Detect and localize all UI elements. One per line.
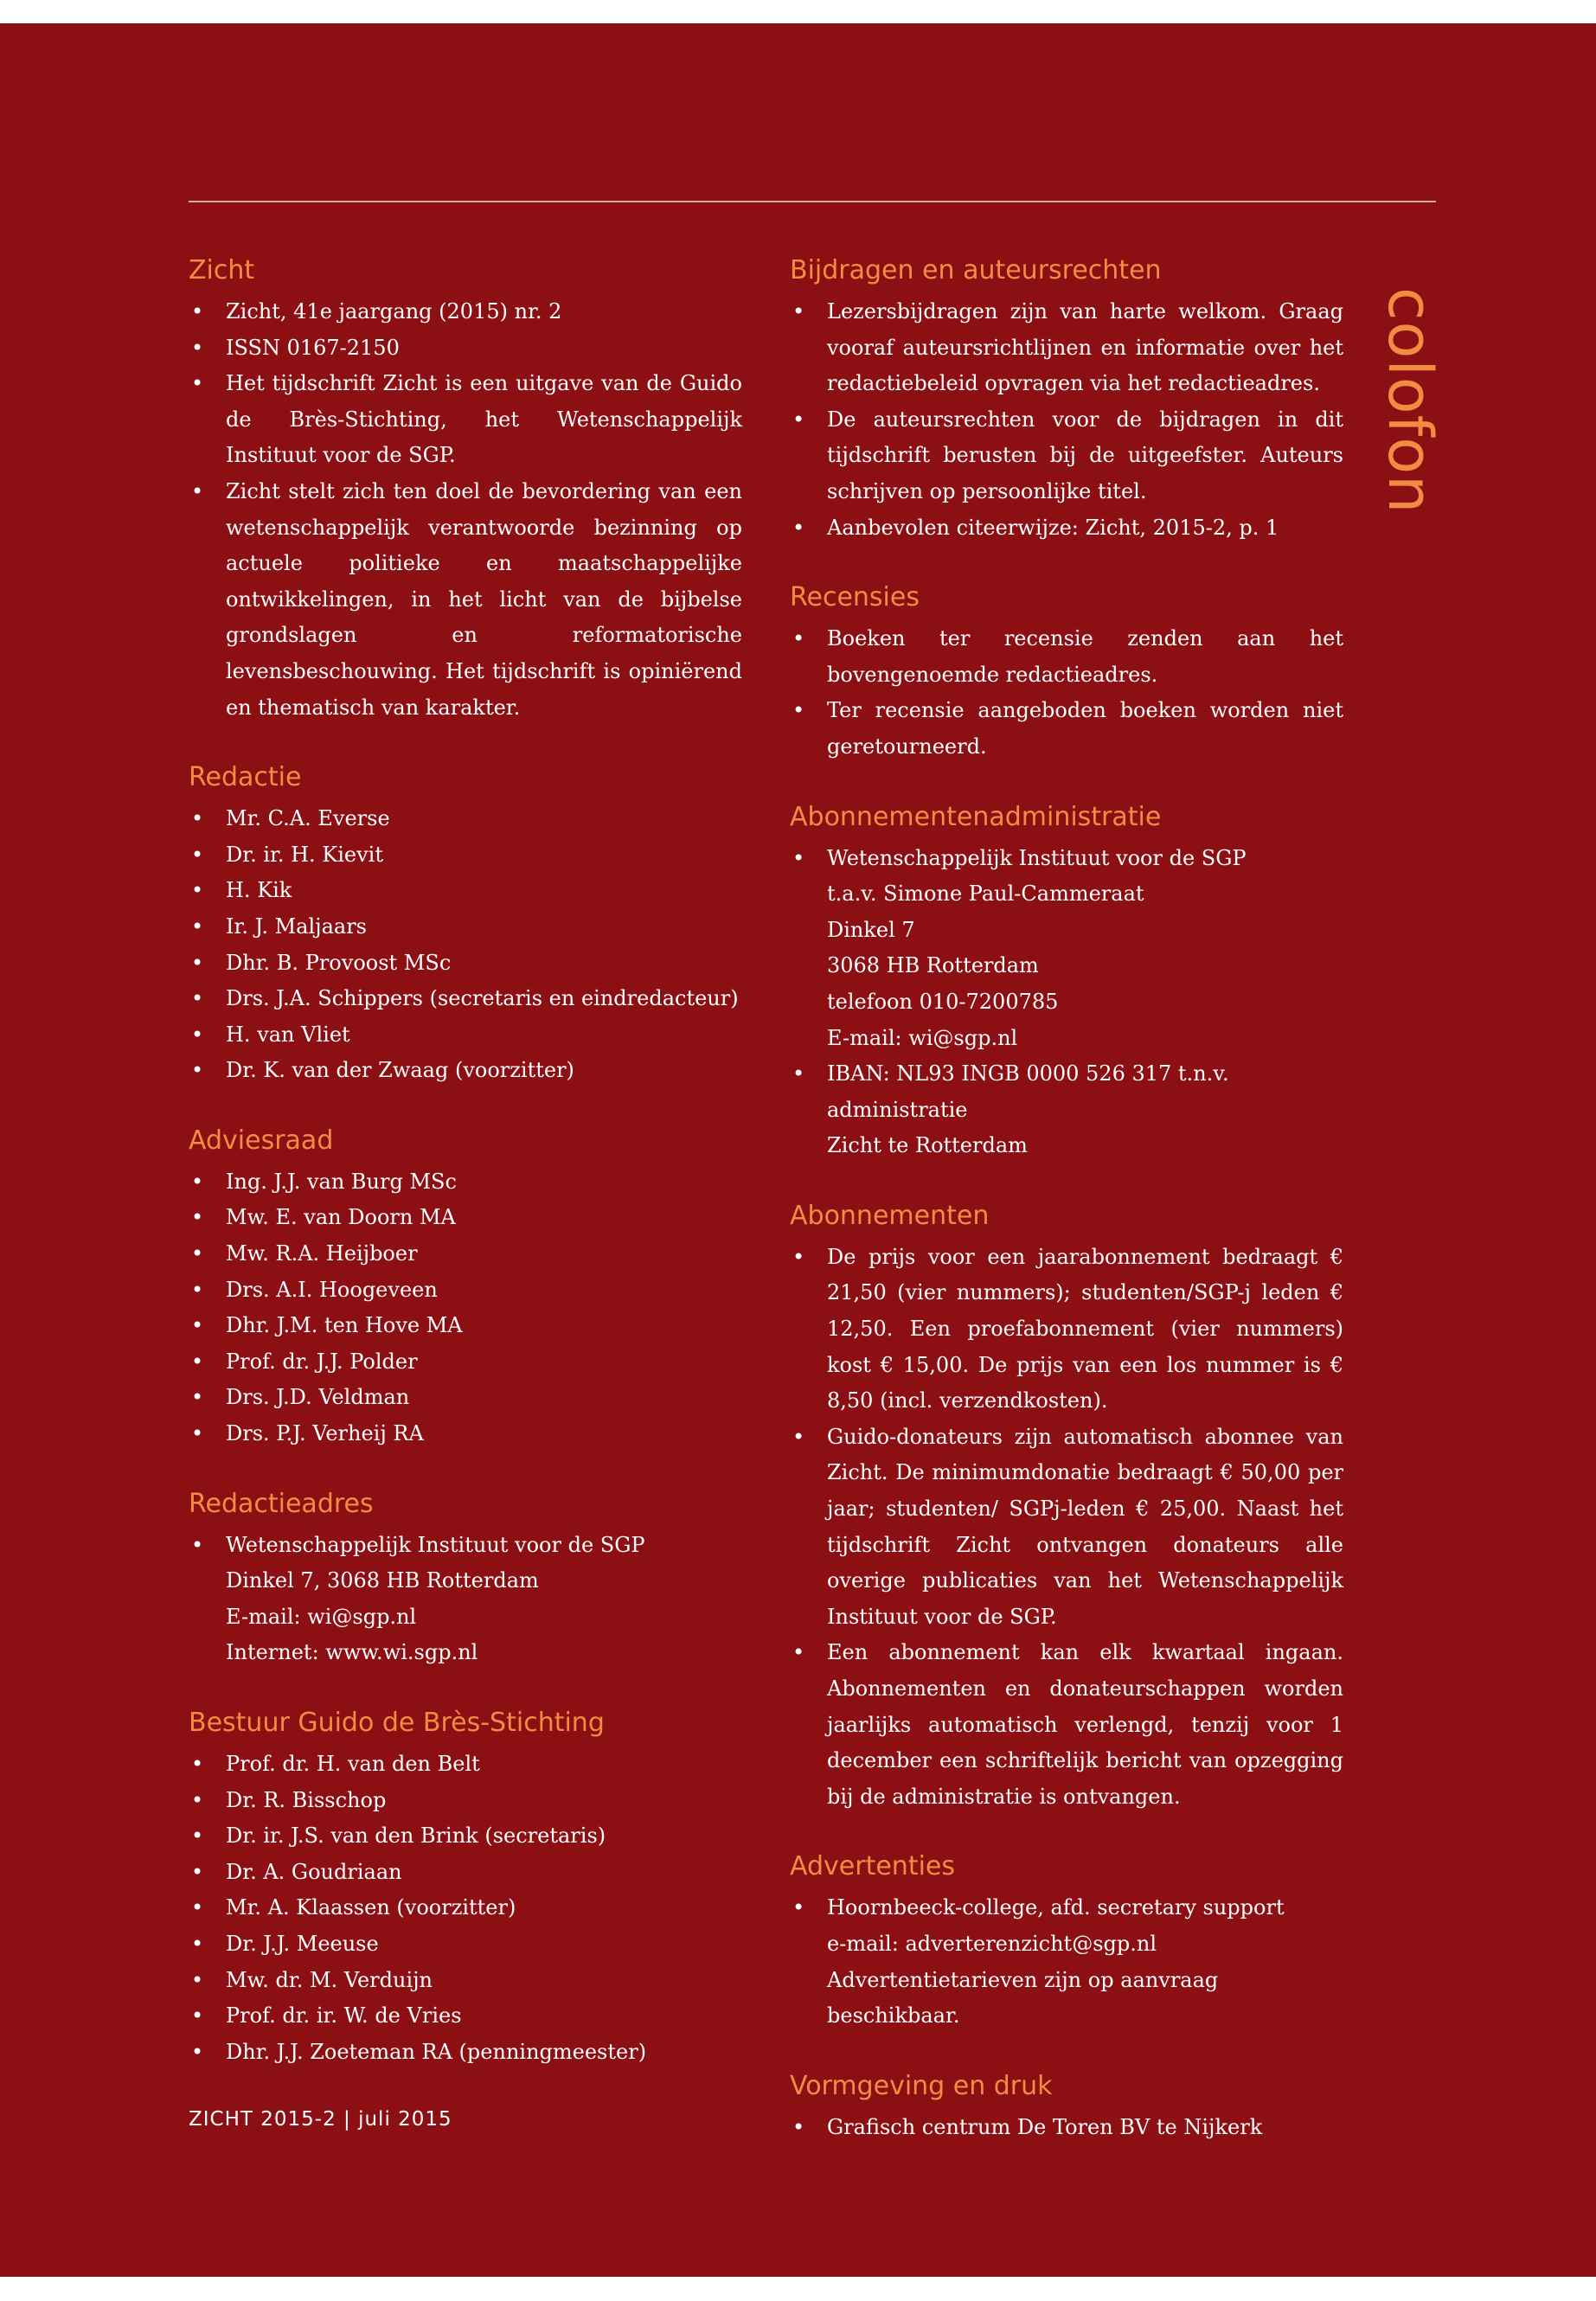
section-redactie [189,760,742,1089]
list-item-line: • Prof. dr. J.J. Polder [226,1349,418,1374]
section-heading: Adviesraad [189,1125,334,1156]
top-rule [189,201,1436,202]
list-item-line: telefoon 010-7200785 [827,989,1059,1014]
list-item-line: Internet: www.wi.sgp.nl [226,1640,478,1665]
list-item [189,873,742,909]
list-item-line: • H. Kik [226,878,292,903]
list-item [189,1380,742,1416]
section-heading: Redactieadres [189,1488,374,1519]
list-item [189,945,742,982]
list-item-line: • Wetenschappelijk Instituut voor de SGP [827,845,1247,870]
section-recensies [790,580,1343,765]
list-item-line: Dinkel 7 [827,917,915,942]
list-item [189,1818,742,1855]
section-redactieadres [189,1486,742,1671]
list-item-line: • Mw. R.A. Heijboer [226,1241,418,1266]
list-item [790,1056,1343,1164]
list-item [189,1416,742,1452]
section-zicht [189,253,742,726]
list-item [189,801,742,837]
list-item-line: • Mw. E. van Doorn MA [226,1205,456,1230]
section-heading: Abonnementen [790,1200,990,1231]
list-item-line: • IBAN: NL93 INGB 0000 526 317 t.n.v. administratie [827,1061,1229,1122]
list-item [189,1200,742,1236]
page-footer: ZICHT 2015-2 | juli 2015 [189,2108,452,2131]
bullet-list [790,294,1343,546]
section-advertenties [790,1849,1343,2034]
list-item [189,1164,742,1201]
section-heading: Bijdragen en auteursrechten [790,255,1162,285]
list-item-line: 3068 HB Rotterdam [827,953,1039,978]
section-heading: Zicht [189,255,255,285]
list-item-line: • Dr. R. Bisschop [226,1787,387,1812]
list-item: • Boeken ter recensie zenden aan het bovengenoemde redactieadres. [790,621,1343,693]
list-item-line: • Mr. A. Klaassen (voorzitter) [226,1895,516,1920]
list-item: • Zicht stelt zich ten doel de bevordering van een wetenschappelijk verantwoorde bezinning op actuele politieke en maatschappelijke ontwikkelingen, in het licht van de bijbelse grondslagen en reformatorische levensbeschouwing. Het tijdschrift is opiniërend en thematisch van karakter. [189,474,742,726]
list-item-line: E-mail: wi@sgp.nl [827,1025,1018,1050]
list-item [189,1963,742,1999]
list-item [189,1272,742,1309]
list-item: • Lezersbijdragen zijn van harte welkom. Graag vooraf auteursrichtlijnen en informatie over het redactiebeleid opvragen via het redactieadres. [790,294,1343,402]
list-item [790,2110,1343,2146]
list-item [189,1053,742,1089]
section-heading: Redactie [189,762,302,793]
list-item-line: • Dr. K. van der Zwaag (voorzitter) [226,1058,574,1083]
list-item-line: • ISSN 0167-2150 [226,335,400,360]
section-bijdragen-en-auteursrechten [790,253,1343,546]
list-item: • De auteursrechten voor de bijdragen in dit tijdschrift berusten bij de uitgeefster. Auteurs schrijven op persoonlijke titel. [790,402,1343,510]
list-item [189,1308,742,1344]
list-item [189,294,742,330]
bullet-list [189,1528,742,1671]
list-item [189,2035,742,2071]
bullet-list [790,1890,1343,2034]
bullet-list [790,2110,1343,2146]
list-item [790,510,1343,547]
list-item-line: t.a.v. Simone Paul-Cammeraat [827,881,1144,907]
list-item [189,1926,742,1963]
list-item-line: • Dr. ir. J.S. van den Brink (secretaris) [226,1823,606,1849]
list-item: • Een abonnement kan elk kwartaal ingaan. Abonnementen en donateurschappen worden jaarlijks automatisch verlengd, tenzij voor 1 december een schriftelijk bericht van opzegging bij de administratie is ontvangen. [790,1635,1343,1815]
section-heading: Bestuur Guido de Brès-Stichting [189,1708,605,1738]
list-item-line: E-mail: wi@sgp.nl [226,1604,417,1629]
list-item-line: • Wetenschappelijk Instituut voor de SGP [226,1532,645,1557]
list-item-line: • Dhr. J.J. Zoeteman RA (penningmeester) [226,2039,647,2064]
bullet-list [189,1747,742,2070]
list-item [189,1344,742,1381]
list-item-line: • H. van Vliet [226,1022,350,1047]
section-heading: Abonnementenadministratie [790,801,1162,832]
list-item-line: • Aanbevolen citeerwijze: Zicht, 2015-2, p. 1 [827,515,1279,540]
list-item-line: • Hoornbeeck-college, afd. secretary support [827,1895,1285,1920]
section-bestuur-guido-de-bres-stichting [189,1705,742,2070]
list-item [189,1528,742,1671]
bullet-list [790,621,1343,765]
list-item-line: • Drs. J.D. Veldman [226,1385,410,1410]
list-item-line: • Dr. ir. H. Kievit [226,842,383,867]
colofon-page [0,23,1596,2277]
list-item [189,1236,742,1272]
list-item: • De prijs voor een jaarabonnement bedraagt € 21,50 (vier nummers); studenten/SGP-j leden € 12,50. Een proefabonnement (vier nummers) kost € 15,00. De prijs van een los nummer is € 8,50 (incl. verzendkosten). [790,1240,1343,1420]
list-item-line: • Grafisch centrum De Toren BV te Nijkerk [827,2114,1263,2139]
list-item-line: • Mw. dr. M. Verduijn [226,1967,433,1992]
list-item: • Ter recensie aangeboden boeken worden niet geretourneerd. [790,693,1343,765]
list-item [790,1890,1343,2034]
list-item [189,909,742,945]
list-item-line: • Mr. C.A. Everse [226,806,390,831]
list-item-line: • Ir. J. Maljaars [226,913,367,939]
section-adviesraad [189,1123,742,1452]
list-item [189,981,742,1017]
list-item [189,1017,742,1054]
list-item-line: • Zicht, 41e jaargang (2015) nr. 2 [226,299,562,324]
colofon-title: colofon [1375,287,1445,515]
list-item-line: • Dr. J.J. Meeuse [226,1931,379,1956]
list-item-line: • Ing. J.J. van Burg MSc [226,1169,457,1194]
bullet-list [189,294,742,726]
list-item [189,330,742,367]
bullet-list [790,841,1343,1164]
bullet-list [189,801,742,1089]
list-item [189,1855,742,1891]
list-item-line: • Dhr. J.M. ten Hove MA [226,1313,463,1338]
list-item [790,841,1343,1057]
left-column [189,253,742,2104]
section-abonnementen [790,1198,1343,1816]
list-item [189,1998,742,2035]
list-item [189,1890,742,1926]
section-heading: Vormgeving en druk [790,2070,1053,2101]
list-item-line: Dinkel 7, 3068 HB Rotterdam [226,1568,539,1593]
list-item [189,1747,742,1783]
list-item-line: • Drs. P.J. Verheij RA [226,1421,424,1446]
list-item-line: • Drs. J.A. Schippers (secretaris en eindredacteur) [226,986,739,1011]
list-item-line: e-mail: adverterenzicht@sgp.nl [827,1931,1157,1956]
list-item-line: Zicht te Rotterdam [827,1133,1028,1158]
section-abonnementenadministratie [790,799,1343,1164]
section-vormgeving-en-druk [790,2068,1343,2146]
bullet-list [790,1240,1343,1816]
section-heading: Advertenties [790,1851,956,1882]
list-item-line: • Prof. dr. H. van den Belt [226,1752,480,1776]
bullet-list [189,1164,742,1452]
list-item: • Het tijdschrift Zicht is een uitgave van de Guido de Brès-Stichting, het Wetenschappelijk Instituut voor de SGP. [189,366,742,474]
list-item: • Guido-donateurs zijn automatisch abonnee van Zicht. De minimumdonatie bedraagt € 50,00 per jaar; studenten/ SGPj-leden € 25,00. Naast het tijdschrift Zicht ontvangen donateurs alle overige publicaties van het Wetenschappelijk Instituut voor de SGP. [790,1420,1343,1636]
list-item-line: • Dr. A. Goudriaan [226,1859,402,1884]
list-item-line: • Prof. dr. ir. W. de Vries [226,2003,462,2029]
list-item [189,837,742,874]
list-item [189,1783,742,1819]
list-item-line: Advertentietarieven zijn op aanvraag beschikbaar. [827,1967,1219,2029]
section-heading: Recensies [790,582,920,613]
right-column [790,253,1343,2179]
list-item-line: • Dhr. B. Provoost MSc [226,950,452,975]
list-item-line: • Drs. A.I. Hoogeveen [226,1277,438,1302]
